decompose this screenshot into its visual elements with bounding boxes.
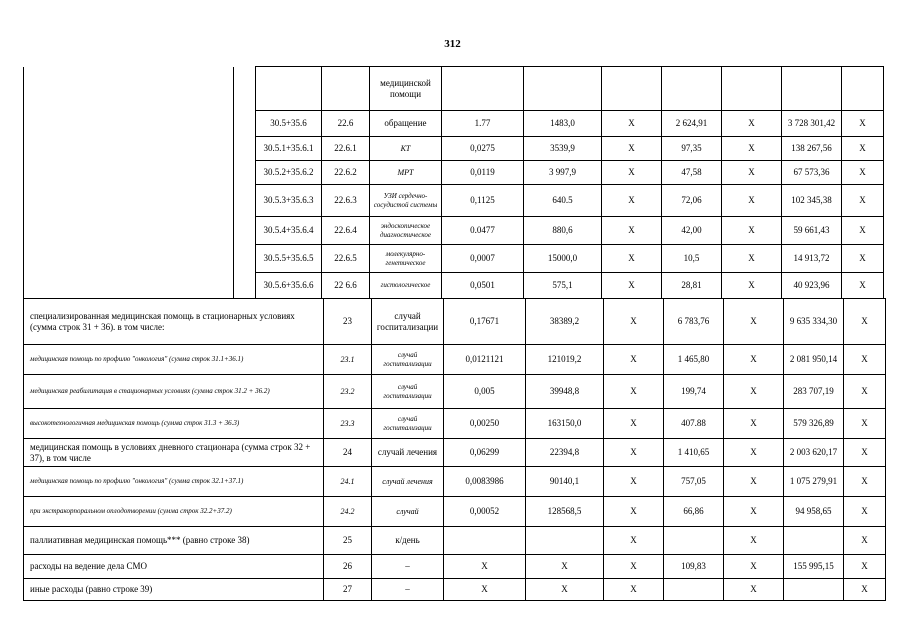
- cell-norm: Х: [444, 555, 526, 579]
- cell-line: 24: [324, 439, 372, 467]
- cell-c2: 6 783,76: [664, 299, 724, 345]
- cell-c2: 1 410,65: [664, 439, 724, 467]
- cell-norm: 0,0121121: [444, 345, 526, 375]
- cell-c3: Х: [724, 375, 784, 409]
- cell-c4: 2 003 620,17: [784, 439, 844, 467]
- cell-norm: 0,17671: [444, 299, 526, 345]
- cell-c5: Х: [844, 555, 886, 579]
- cell-c4: 155 995,15: [784, 555, 844, 579]
- cell-cost: Х: [526, 579, 604, 601]
- cell-c5: Х: [844, 439, 886, 467]
- cell-unit: случай госпитализации: [372, 299, 444, 345]
- cell-c2: 199,74: [664, 375, 724, 409]
- cell-c1: Х: [604, 409, 664, 439]
- cell-c1: Х: [604, 527, 664, 555]
- data-table-lower: [23, 298, 886, 601]
- cell-cost: 38389,2: [526, 299, 604, 345]
- cell-c2: [664, 579, 724, 601]
- row-name: иные расходы (равно строке 39): [24, 579, 324, 601]
- row-name: медицинская помощь по профилю "онкология" (сумма строк 32.1+37.1): [24, 467, 324, 497]
- cell-line: 25: [324, 527, 372, 555]
- page-number: 312: [444, 38, 461, 50]
- cell-line: 23: [324, 299, 372, 345]
- cell-c3: Х: [724, 467, 784, 497]
- cell-line: 24.1: [324, 467, 372, 497]
- row-name: медицинская помощь по профилю "онкология" (сумма строк 31.1+36.1): [24, 345, 324, 375]
- cell-line: 23.1: [324, 345, 372, 375]
- cell-c4: 283 707,19: [784, 375, 844, 409]
- cell-c5: Х: [844, 345, 886, 375]
- cell-unit: случай лечения: [372, 467, 444, 497]
- cell-c3: Х: [724, 555, 784, 579]
- cell-cost: 163150,0: [526, 409, 604, 439]
- table-row: 30.5.4+35.6.4 22.6.4 эндоскопическое диагностическое 0.0477 880,6 Х 42,00 Х 59 661,43 Х: [24, 217, 884, 245]
- table-row: [24, 439, 886, 467]
- table-row: [24, 375, 886, 409]
- cell-c5: Х: [844, 467, 886, 497]
- cell-c5: Х: [844, 299, 886, 345]
- row-name: расходы на ведение дела СМО: [24, 555, 324, 579]
- row-name: медицинская помощь в условиях дневного стационара (сумма строк 32 + 37), в том числе: [24, 439, 324, 467]
- row-name: высокотехнологичная медицинская помощь (сумма строк 31.3 + 36.3): [24, 409, 324, 439]
- cell-c4: [784, 579, 844, 601]
- cell-unit: случай лечения: [372, 439, 444, 467]
- cell-unit: к/день: [372, 527, 444, 555]
- table-row: [24, 467, 886, 497]
- table-row: [24, 67, 884, 111]
- cell-cost: 128568,5: [526, 497, 604, 527]
- cell-c3: Х: [724, 527, 784, 555]
- cell-c2: [664, 527, 724, 555]
- table-row: [24, 555, 886, 579]
- table-row: 30.5.2+35.6.2 22.6.2 МРТ 0,0119 3 997,9 Х 47,58 Х 67 573,36 Х: [24, 161, 884, 185]
- cell-c1: Х: [604, 579, 664, 601]
- cell-c3: Х: [724, 299, 784, 345]
- cell-c1: Х: [604, 345, 664, 375]
- cell-unit: случай госпитализации: [372, 345, 444, 375]
- cell-c3: Х: [724, 345, 784, 375]
- data-table: [23, 66, 884, 299]
- cell-c3: Х: [724, 439, 784, 467]
- cell-c1: Х: [604, 555, 664, 579]
- cell-c5: Х: [844, 527, 886, 555]
- cell-unit: случай госпитализации: [372, 375, 444, 409]
- cell-cost: 22394,8: [526, 439, 604, 467]
- cell-c1: Х: [604, 439, 664, 467]
- cell-c1: Х: [604, 299, 664, 345]
- row-name: медицинская реабилитация в стационарных условиях (сумма строк 31.2 + 36.2): [24, 375, 324, 409]
- cell-c3: Х: [724, 497, 784, 527]
- cell-line: 26: [324, 555, 372, 579]
- cell-c5: Х: [844, 375, 886, 409]
- cell-c4: 2 081 950,14: [784, 345, 844, 375]
- cell-cost: 39948,8: [526, 375, 604, 409]
- table-row: [24, 345, 886, 375]
- table-row: [24, 409, 886, 439]
- cell-line: 23.2: [324, 375, 372, 409]
- cell-line: 27: [324, 579, 372, 601]
- cell-c4: 1 075 279,91: [784, 467, 844, 497]
- cell-c5: Х: [844, 497, 886, 527]
- cell-norm: Х: [444, 579, 526, 601]
- table-row: [24, 299, 886, 345]
- cell-norm: [444, 527, 526, 555]
- cell-c4: [784, 527, 844, 555]
- cell-norm: 0,005: [444, 375, 526, 409]
- cell-c2: 757,05: [664, 467, 724, 497]
- table-row: 30.5.3+35.6.3 22.6.3 УЗИ сердечно-сосудистой системы 0,1125 640.5 Х 72,06 Х 102 345,38 Х: [24, 185, 884, 217]
- table-row: [24, 579, 886, 601]
- table-row: 30.5+35.6 22.6 обращение 1.77 1483,0 Х 2 624,91 Х 3 728 301,42 Х: [24, 111, 884, 137]
- cell-c1: Х: [604, 467, 664, 497]
- cell-c3: Х: [724, 579, 784, 601]
- cell-unit: –: [372, 555, 444, 579]
- cell-c1: Х: [604, 497, 664, 527]
- cell-c4: 94 958,65: [784, 497, 844, 527]
- cell-c3: Х: [724, 409, 784, 439]
- cell-norm: 0,00250: [444, 409, 526, 439]
- cell-c2: 66,86: [664, 497, 724, 527]
- table-row: [24, 527, 886, 555]
- cell-unit: случай госпитализации: [372, 409, 444, 439]
- table-row: 30.5.6+35.6.6 22 6.6 гистологическое 0,0501 575,1 Х 28,81 Х 40 923,96 Х: [24, 273, 884, 299]
- cell-c4: 9 635 334,30: [784, 299, 844, 345]
- table-row: 30.5.1+35.6.1 22.6.1 КТ 0,0275 3539,9 Х 97,35 Х 138 267,56 Х: [24, 137, 884, 161]
- cell-norm: 0,06299: [444, 439, 526, 467]
- cell-norm: 0,00052: [444, 497, 526, 527]
- cell-c4: 579 326,89: [784, 409, 844, 439]
- table-row: 30.5.5+35.6.5 22.6.5 молекулярно-генетическое 0,0007 15000,0 Х 10,5 Х 14 913,72 Х: [24, 245, 884, 273]
- table-row: [24, 497, 886, 527]
- row-name: при экстракорпоральном оплодотворении (сумма строк 32.2+37.2): [24, 497, 324, 527]
- cell-c2: 109,83: [664, 555, 724, 579]
- cell-cost: Х: [526, 555, 604, 579]
- cell-c5: Х: [844, 579, 886, 601]
- cell-c5: Х: [844, 409, 886, 439]
- row-name: паллиативная медицинская помощь*** (равно строке 38): [24, 527, 324, 555]
- cell-cost: 121019,2: [526, 345, 604, 375]
- cell-c2: 407.88: [664, 409, 724, 439]
- cell-c2: 1 465,80: [664, 345, 724, 375]
- cell-unit: случай: [372, 497, 444, 527]
- cell-norm: 0,0083986: [444, 467, 526, 497]
- cell-cost: 90140,1: [526, 467, 604, 497]
- cell-line: 24.2: [324, 497, 372, 527]
- cell-unit: –: [372, 579, 444, 601]
- row-name: специализированная медицинская помощь в стационарных условиях (сумма строк 31 + 36). в том числе:: [24, 299, 324, 345]
- header-fragment: медицинской помощи: [370, 67, 442, 111]
- cell-line: 23.3: [324, 409, 372, 439]
- cell-cost: [526, 527, 604, 555]
- cell-c1: Х: [604, 375, 664, 409]
